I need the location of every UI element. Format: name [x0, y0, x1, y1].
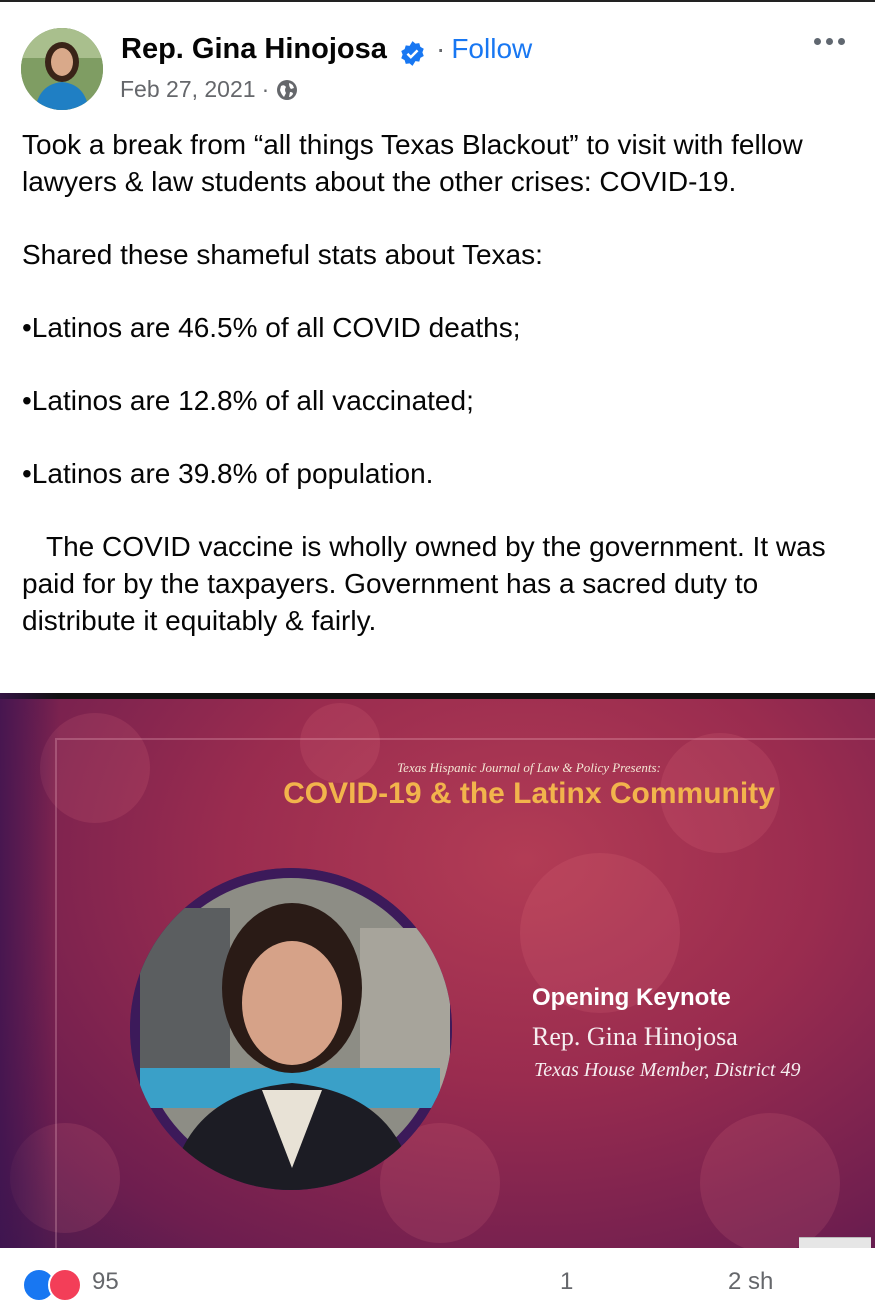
post-meta: Feb 27, 2021 · [120, 76, 299, 103]
engagement-bar [0, 1248, 875, 1295]
post-paragraph: Shared these shameful stats about Texas: [22, 239, 543, 270]
keynote-speaker-role: Texas House Member, District 49 [534, 1059, 801, 1081]
post-date[interactable]: Feb 27, 2021 [120, 76, 256, 102]
post-body [22, 126, 862, 639]
stat-line: •Latinos are 39.8% of population. [22, 458, 434, 489]
event-title: COVID-19 & the Latinx Community [283, 777, 775, 810]
stat-line: •Latinos are 12.8% of all vaccinated; [22, 385, 474, 416]
post-paragraph: The COVID vaccine is wholly owned by the government. It was paid for by the taxpayers. Government has a sacred duty to distribute it equitably & fairly. [22, 531, 826, 636]
keynote-speaker-name: Rep. Gina Hinojosa [532, 1022, 738, 1051]
verified-badge-icon [399, 40, 426, 67]
stat-line: •Latinos are 46.5% of all COVID deaths; [22, 312, 521, 343]
event-subtitle: Texas Hispanic Journal of Law & Policy Presents: [397, 760, 661, 775]
more-options-icon[interactable] [814, 38, 845, 45]
post-header [0, 0, 875, 120]
follow-label[interactable]: Follow [451, 33, 533, 64]
reaction-count[interactable]: 95 [92, 1268, 119, 1295]
video-thumbnail [799, 1237, 871, 1248]
comment-count[interactable]: 1 [560, 1268, 574, 1295]
post-image[interactable] [0, 693, 875, 1248]
follow-link[interactable]: · Follow [436, 33, 533, 64]
share-count[interactable]: 2 sh [728, 1268, 774, 1295]
globe-icon [275, 78, 299, 102]
post-paragraph: Took a break from “all things Texas Blackout” to visit with fellow lawyers & law students about the other crises: COVID-19. [22, 129, 803, 197]
author-avatar[interactable] [21, 28, 103, 110]
speaker-photo [130, 868, 452, 1190]
keynote-label: Opening Keynote [532, 984, 731, 1011]
love-reaction-icon[interactable] [48, 1268, 82, 1302]
author-name[interactable]: Rep. Gina Hinojosa [121, 33, 387, 65]
